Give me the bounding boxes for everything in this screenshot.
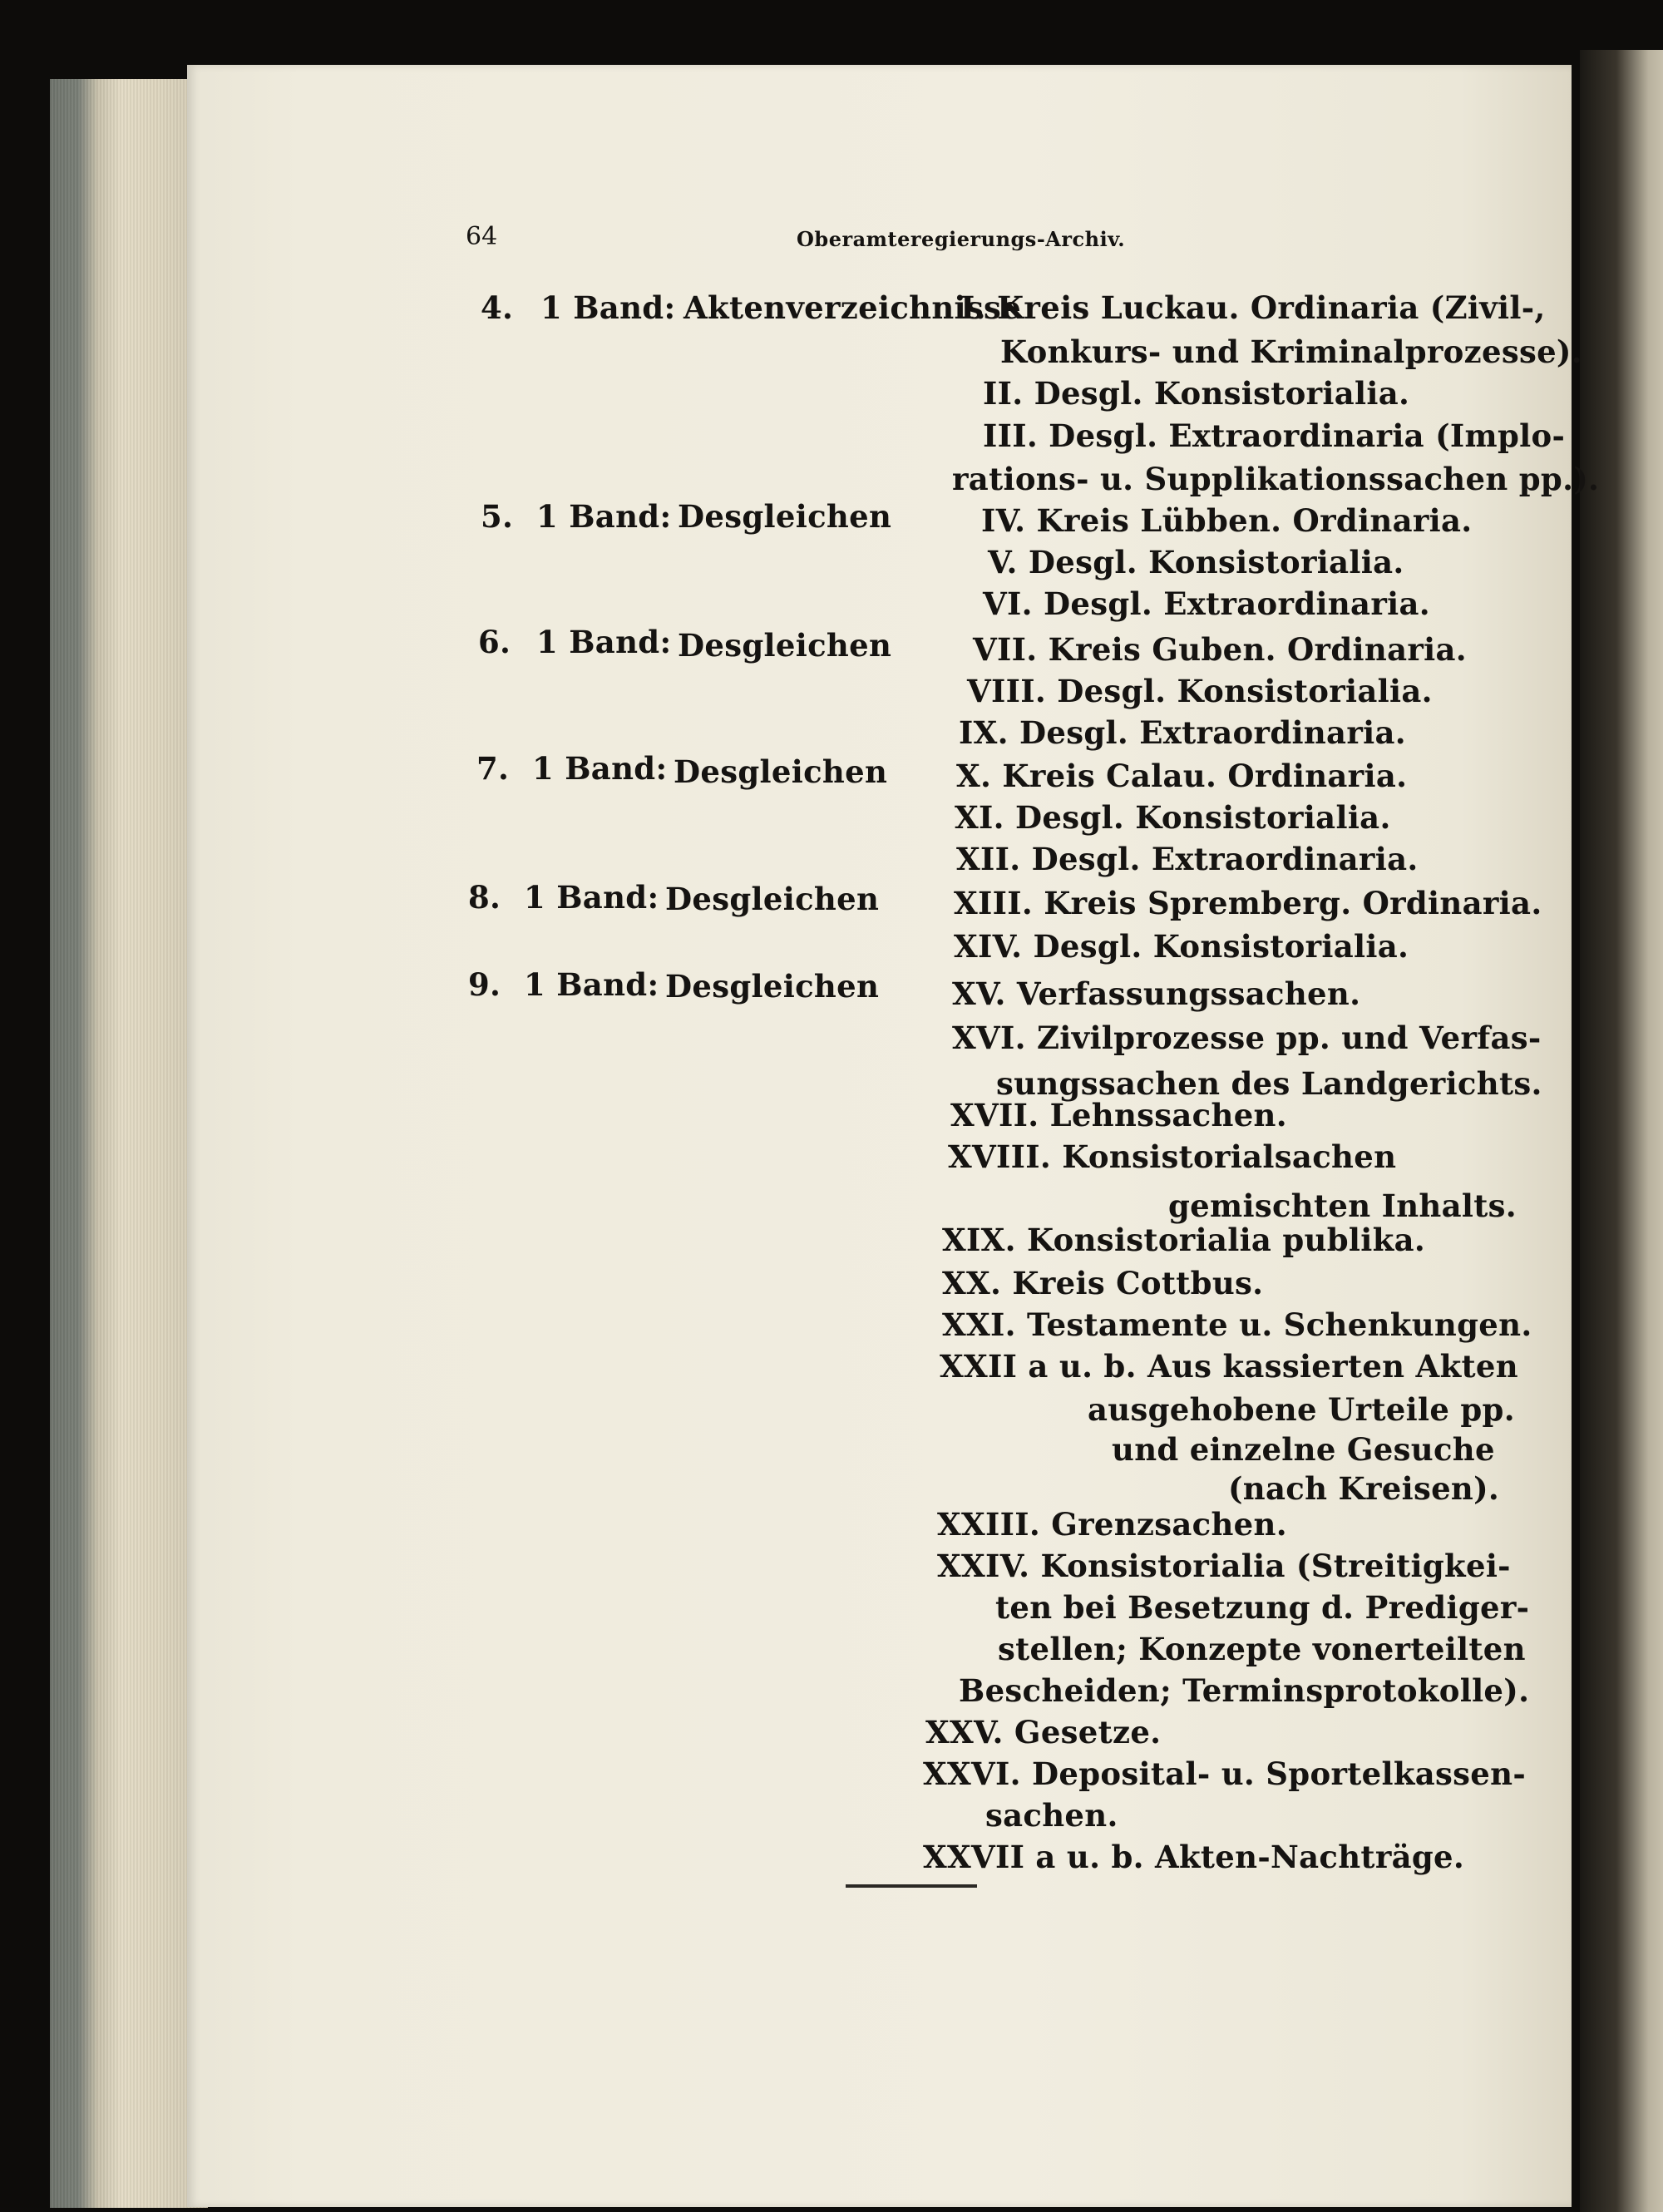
- list-line: XVI. Zivilprozesse pp. und Verfas-: [952, 1020, 1542, 1056]
- list-line: XXIV. Konsistorialia (Streitigkei-: [937, 1548, 1511, 1584]
- list-line: und einzelne Gesuche: [1112, 1431, 1495, 1468]
- list-line: I. Kreis Luckau. Ordinaria (Zivil-,: [960, 289, 1546, 326]
- list-line: VI. Desgl. Extraordinaria.: [983, 585, 1430, 622]
- list-line: sachen.: [985, 1797, 1118, 1834]
- entry-volume: 1 Band:: [532, 750, 668, 787]
- list-line: XIX. Konsistorialia publika.: [942, 1222, 1426, 1258]
- list-line: XIV. Desgl. Konsistorialia.: [954, 928, 1409, 965]
- list-line: XXII a u. b. Aus kassierten Akten: [940, 1348, 1518, 1385]
- list-line: III. Desgl. Extraordinaria (Implo-: [983, 417, 1566, 454]
- list-line: XXV. Gesetze.: [925, 1714, 1162, 1750]
- list-line: XVIII. Konsistorialsachen: [948, 1138, 1397, 1175]
- list-line: XXVII a u. b. Akten-Nachträge.: [923, 1839, 1465, 1875]
- list-line: rations- u. Supplikationssachen pp.).: [952, 461, 1600, 497]
- list-line: ten bei Besetzung d. Prediger-: [995, 1589, 1530, 1626]
- entry-number: 9.: [468, 966, 501, 1003]
- entry-label: Desgleichen: [678, 627, 892, 664]
- list-line: XX. Kreis Cottbus.: [942, 1265, 1264, 1301]
- list-line: IX. Desgl. Extraordinaria.: [959, 714, 1406, 751]
- list-line: ausgehobene Urteile pp.: [1088, 1391, 1515, 1428]
- list-line: Bescheiden; Terminsprotokolle).: [959, 1672, 1530, 1709]
- list-line: XIII. Kreis Spremberg. Ordinaria.: [954, 885, 1542, 921]
- list-line: XVII. Lehnssachen.: [950, 1097, 1287, 1133]
- entry-volume: 1 Band:: [536, 498, 672, 535]
- entry-number: 5.: [481, 498, 514, 535]
- entry-number: 4.: [481, 289, 514, 326]
- list-line: gemischten Inhalts.: [1168, 1187, 1517, 1224]
- book-page-edges: [50, 79, 208, 2208]
- list-line: VIII. Desgl. Konsistorialia.: [967, 673, 1433, 709]
- entry-label: Desgleichen: [665, 968, 880, 1005]
- entry-label: Desgleichen: [674, 753, 888, 790]
- entry-volume: 1 Band:: [540, 289, 676, 326]
- list-line: XII. Desgl. Extraordinaria.: [956, 841, 1419, 877]
- list-line: VII. Kreis Guben. Ordinaria.: [973, 631, 1467, 668]
- page-number: 64: [466, 222, 498, 251]
- entry-label: Desgleichen: [665, 881, 880, 917]
- list-line: II. Desgl. Konsistorialia.: [983, 375, 1410, 412]
- entry-volume: 1 Band:: [524, 879, 659, 916]
- facing-page-edge: [1580, 50, 1663, 2212]
- list-line: V. Desgl. Konsistorialia.: [988, 544, 1404, 580]
- entry-label: Aktenverzeichnisse: [683, 289, 1022, 326]
- list-line: XXIII. Grenzsachen.: [937, 1506, 1287, 1543]
- list-line: sungssachen des Landgerichts.: [996, 1065, 1542, 1102]
- list-line: IV. Kreis Lübben. Ordinaria.: [981, 502, 1473, 539]
- running-title: Oberamteregierungs-Archiv.: [797, 227, 1126, 251]
- entry-volume: 1 Band:: [536, 624, 672, 660]
- entry-number: 6.: [478, 624, 511, 660]
- entry-number: 8.: [468, 879, 501, 916]
- list-line: XI. Desgl. Konsistorialia.: [955, 799, 1391, 836]
- list-line: Konkurs- und Kriminalprozesse).: [1000, 333, 1582, 370]
- list-line: XXVI. Deposital- u. Sportelkassen-: [923, 1755, 1526, 1792]
- list-line: XV. Verfassungssachen.: [952, 975, 1361, 1012]
- entry-number: 7.: [476, 750, 510, 787]
- list-line: X. Kreis Calau. Ordinaria.: [956, 758, 1408, 794]
- end-rule: [846, 1884, 977, 1888]
- entry-label: Desgleichen: [678, 498, 892, 535]
- list-line: (nach Kreisen).: [1228, 1470, 1500, 1507]
- list-line: stellen; Konzepte vonerteilten: [998, 1631, 1526, 1667]
- entry-volume: 1 Band:: [524, 966, 659, 1003]
- list-line: XXI. Testamente u. Schenkungen.: [942, 1306, 1532, 1343]
